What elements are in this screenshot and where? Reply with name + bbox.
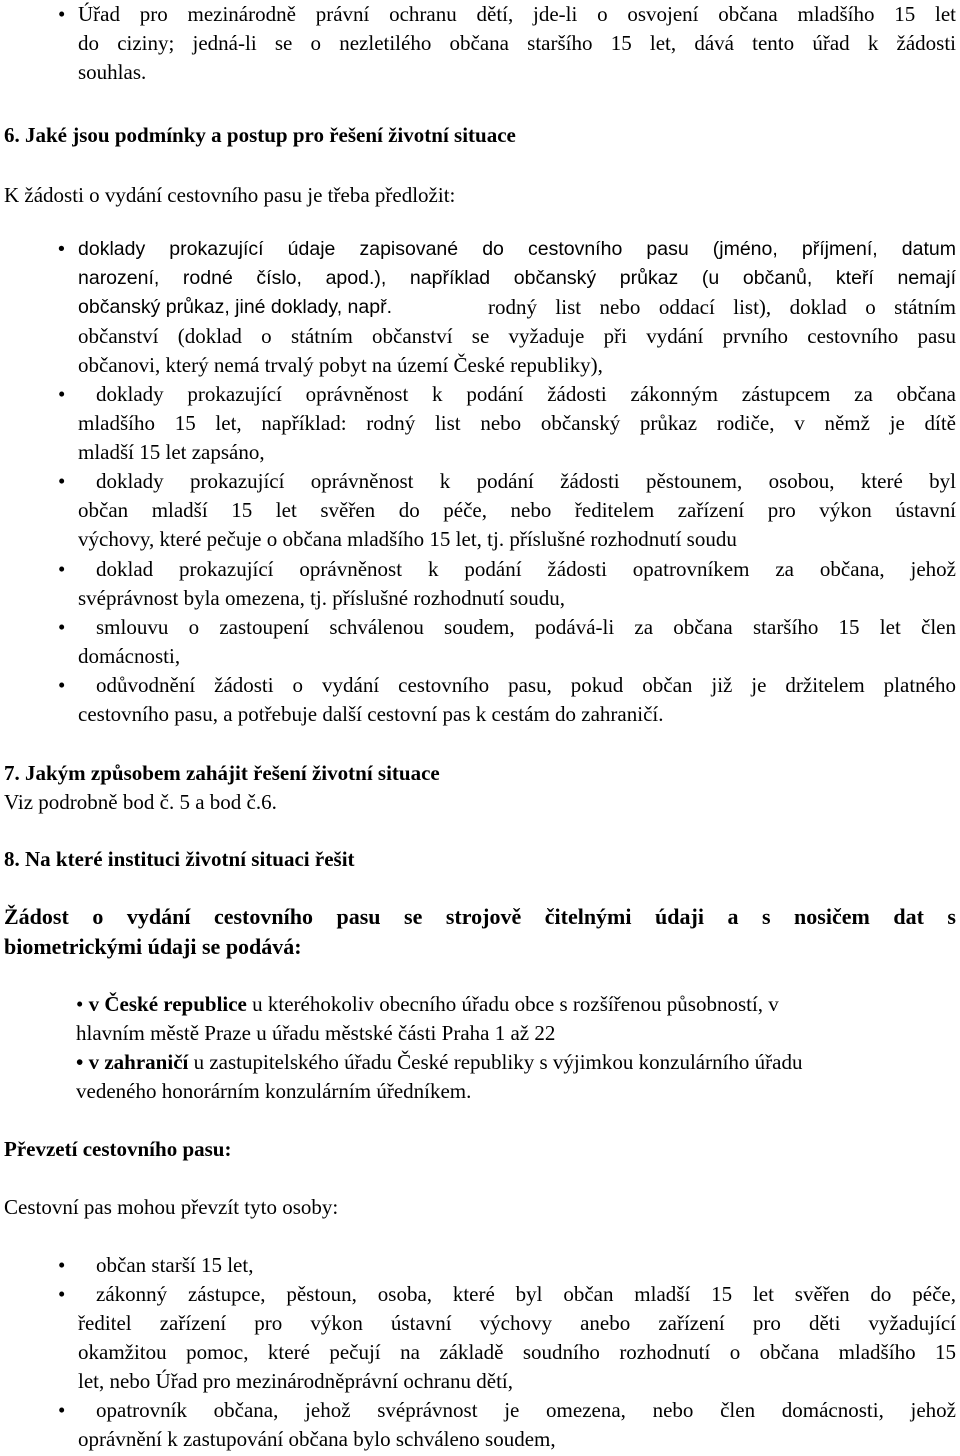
section-6-heading: 6. Jaké jsou podmínky a postup pro řešení životní situace xyxy=(4,123,516,147)
requirement-item: • doklady prokazující údaje zapisované do cestovního pasu (jméno, příjmení, datum narození, rodné číslo, apod.), například občanský průkaz (u občanů, kteří nemají xyxy=(78,235,956,293)
requirement-item: • odůvodnění žádosti o vydání cestovního pasu, pokud občan již je držitelem platného cestovního pasu, a potřebuje další cestovní pas k cestám do zahraničí. xyxy=(58,673,956,726)
bullet-icon: • xyxy=(76,1050,89,1074)
pickup-heading: Převzetí cestovního pasu: xyxy=(4,1137,232,1161)
office-item-line2: hlavním městě Praze u úřadu městské části Praha 1 až 22 xyxy=(76,1021,556,1045)
section-7 xyxy=(4,759,440,817)
bullet-icon: • xyxy=(58,1253,66,1277)
intro-line: Úřad pro mezinárodně právní ochranu dětí, jde-li o osvojení občana mladšího 15 let xyxy=(78,2,956,26)
requirement-item: • doklady prokazující oprávněnost k podání žádosti pěstounem, osobou, které byl občan mladší 15 let svěřen do péče, nebo ředitelem zařízení pro výkon ústavní výchovy, které pečuje o občana mladšího 15 let, tj. příslušné rozhodnutí soudu xyxy=(58,469,956,551)
requirement-line: rodný list nebo oddací list), doklad o státním xyxy=(487,295,957,319)
intro-line: souhlas. xyxy=(78,60,147,84)
office-item-bold: v zahraničí xyxy=(88,1050,189,1074)
bullet-icon: • xyxy=(58,615,66,639)
intro-line: do ciziny; jedná-li se o nezletilého občana staršího 15 let, dává tento úřad k žádosti xyxy=(78,31,956,55)
section-8-heading: 8. Na které instituci životní situaci řešit xyxy=(4,847,355,871)
bullet-icon: • xyxy=(58,2,66,26)
requirement-item: • smlouvu o zastoupení schválenou soudem, podává-li za občana staršího 15 let člen domácnosti, xyxy=(58,615,956,668)
bullet-icon: • xyxy=(58,673,66,697)
section-8-subheading: Žádost o vydání cestovního pasu se strojově čitelnými údaji a s nosičem dat s biometrickými údaji se podává: xyxy=(4,904,956,959)
requirement-item: • doklady prokazující oprávněnost k podání žádosti zákonným zástupcem za občana mladšího 15 let, například: rodný list nebo občanský průkaz rodiče, v němž je dítě mladší 15 let zapsáno, xyxy=(58,382,956,464)
intro-bullet xyxy=(58,0,956,87)
section-7-heading: 7. Jakým způsobem zahájit řešení životní situace xyxy=(4,761,440,785)
bullet-icon: • xyxy=(58,557,66,581)
pickup-item: • opatrovník občana, jehož svéprávnost je omezena, nebo člen domácnosti, jehož oprávnění k zastupování občana bylo schváleno soudem, xyxy=(58,1398,956,1451)
bullet-icon: • xyxy=(58,469,66,493)
office-item xyxy=(76,1048,956,1106)
bullet-icon: • xyxy=(58,382,66,406)
bullet-icon: • xyxy=(76,992,89,1016)
requirement-item-cont: rodný list nebo oddací list), doklad o státním občanství (doklad o státním občanství se vyžaduje při vydání prvního cestovního pasu občanovi, který nemá trvalý pobyt na území České republiky), xyxy=(78,295,957,377)
office-item-rest: u zastupitelského úřadu České republiky s výjimkou konzulárního úřadu xyxy=(188,1050,803,1074)
section-7-text: Viz podrobně bod č. 5 a bod č.6. xyxy=(4,790,277,814)
requirement-item-cont: občanský průkaz, jiné doklady, např. xyxy=(78,296,392,318)
bullet-icon: • xyxy=(58,1282,66,1306)
bullet-icon: • xyxy=(58,238,65,260)
section-6-lead: K žádosti o vydání cestovního pasu je třeba předložit: xyxy=(4,183,456,207)
pickup-item: • zákonný zástupce, pěstoun, osoba, které byl občan mladší 15 let svěřen do péče, ředitel zařízení pro výkon ústavní výchovy anebo zařízení pro děti vyžadující okamžitou pomoc, které pečují na základě soudního rozhodnutí o občana mladšího 15 let, nebo Úřad pro mezinárodněprávní ochranu dětí, xyxy=(58,1282,956,1393)
office-item-rest: u kteréhokoliv obecního úřadu obce s rozšířenou působností, v xyxy=(246,992,779,1016)
pickup-item: • občan starší 15 let, xyxy=(78,1251,956,1280)
office-item-line2: vedeného honorárním konzulárním úředníkem. xyxy=(76,1079,472,1103)
requirement-item: • doklad prokazující oprávněnost k podání žádosti opatrovníkem za občana, jehož svéprávnost byla omezena, tj. příslušné rozhodnutí soudu, xyxy=(58,557,956,610)
bullet-icon: • xyxy=(58,1398,66,1422)
office-item-bold: v České republice xyxy=(88,992,247,1016)
office-item xyxy=(76,990,956,1048)
pickup-lead: Cestovní pas mohou převzít tyto osoby: xyxy=(4,1195,339,1219)
